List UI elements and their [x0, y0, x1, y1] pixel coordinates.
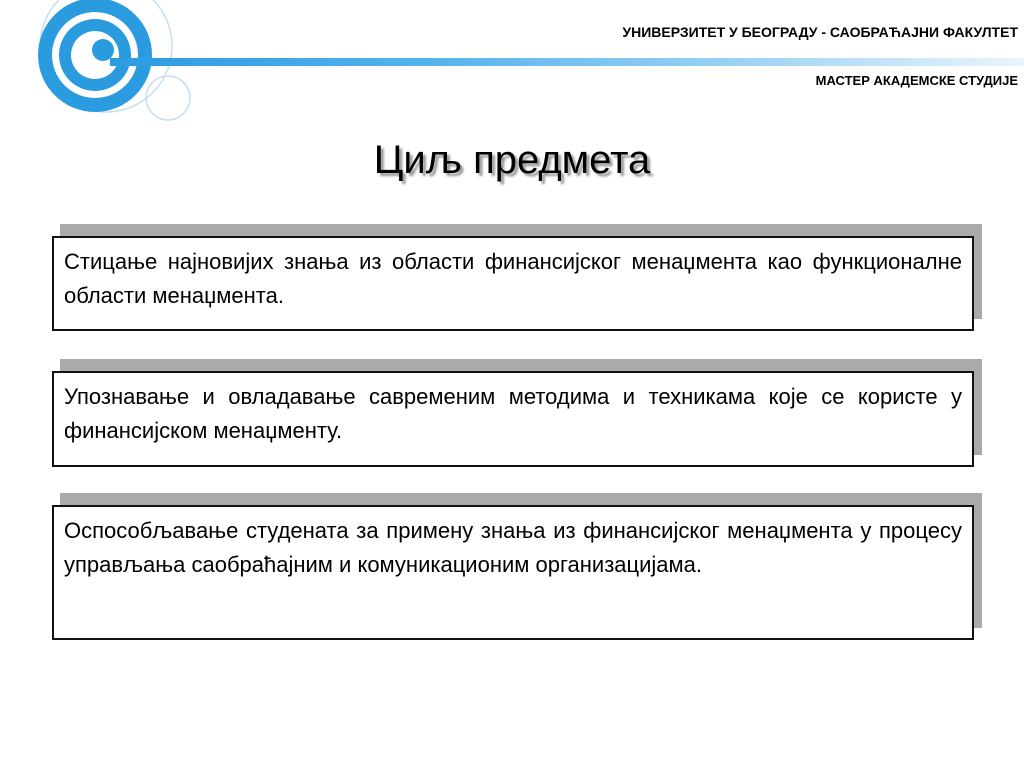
goal-text-3: Оспособљавање студената за примену знања из финансијског менаџмента у процесу управљања саобраћајним и комуникационим организацијама.	[52, 505, 974, 640]
goal-box-1	[52, 236, 974, 331]
program-name: МАСТЕР АКАДЕМСКЕ СТУДИЈЕ	[815, 73, 1018, 88]
goal-text-2: Упознавање и овладавање савременим методима и техникама које се користе у финансијском менаџменту.	[52, 371, 974, 467]
slide-title: Циљ предмета	[373, 138, 651, 182]
goal-box-2	[52, 371, 974, 467]
university-name: УНИВЕРЗИТЕТ У БЕОГРАДУ - САОБРАЋАЈНИ ФАКУЛТЕТ	[622, 24, 1018, 40]
goal-text-1: Стицање најновијих знања из области финансијског менаџмента као функционалне области менаџмента.	[52, 236, 974, 331]
header-divider	[110, 58, 1024, 66]
goal-box-3	[52, 505, 974, 640]
